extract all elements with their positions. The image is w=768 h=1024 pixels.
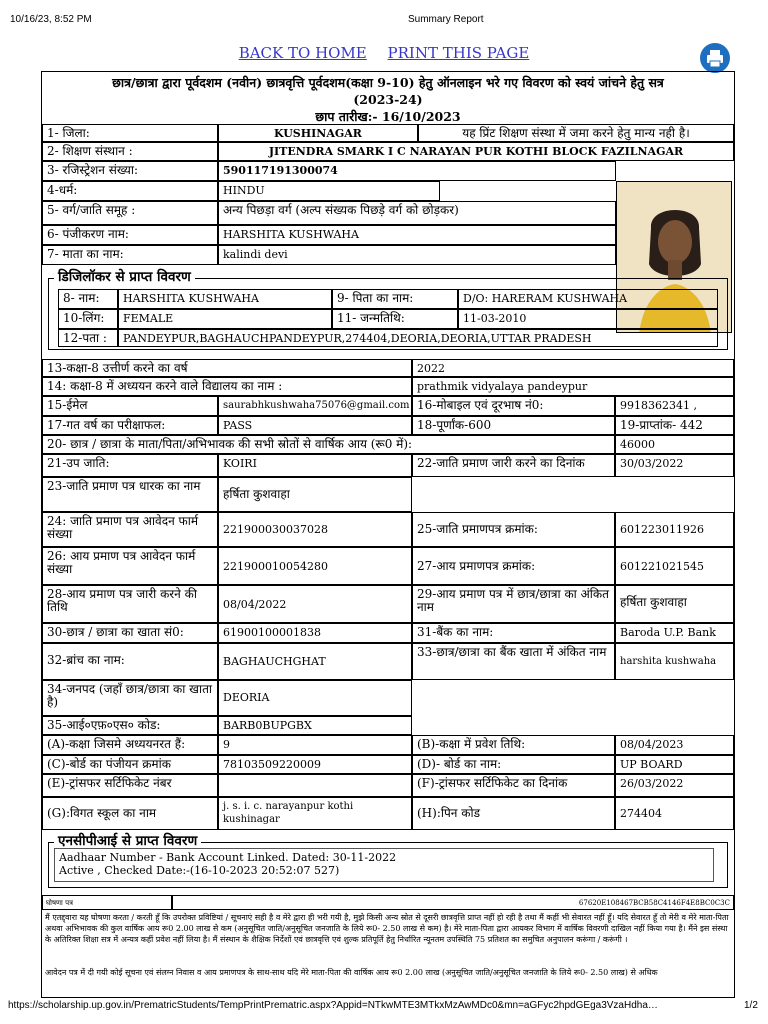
print-date: छाप तारीख:- 16/10/2023 [315, 109, 461, 124]
sub-caste-label: 21-उप जाति: [42, 454, 218, 477]
income-cert-name-value: हर्षिता कुशवाहा [615, 585, 734, 623]
caste-app-no-label: 24: जाति प्रमाण पत्र आवेदन फार्म संख्या [42, 512, 218, 547]
mother-name-label: 7- माता का नाम: [42, 245, 218, 265]
dl-address-label: 12-पता : [58, 329, 118, 347]
dl-father-label: 9- पिता का नाम: [332, 289, 458, 309]
print-button[interactable] [700, 43, 730, 73]
account-no-label: 30-छात्र / छात्रा का खाता सं0: [42, 623, 218, 643]
ifsc-label: 35-आई०एफ़०एस० कोड: [42, 716, 218, 735]
dl-gender-value: FEMALE [118, 309, 332, 329]
digilocker-heading: डिजिलॉकर से प्राप्त विवरण [54, 267, 195, 285]
print-this-page-link[interactable]: PRINT THIS PAGE [387, 44, 530, 62]
report-form [41, 71, 735, 998]
caste-cert-date-label: 22-जाति प्रमाण जारी करने का दिनांक [412, 454, 615, 477]
tc-date-value: 26/03/2022 [615, 774, 734, 797]
income-cert-date-label: 28-आय प्रमाण पत्र जारी करने की तिथि [42, 585, 218, 623]
account-district-value: DEORIA [218, 680, 412, 716]
income-app-no-value: 221900010054280 [218, 547, 412, 585]
title-line-1: छात्र/छात्रा द्वारा पूर्वदशम (नवीन) छात्रवृत्ति पूर्वदशम(कक्षा 9-10) हेतु ऑनलाइन भरे गए विवरण को स्वयं जांचने हेतु सत्र [112, 75, 664, 90]
income-cert-date-value: 08/04/2022 [218, 585, 412, 623]
browser-datetime: 10/16/23, 8:52 PM [10, 14, 92, 25]
district-label: 1- जिला: [42, 124, 218, 142]
dl-name-value: HARSHITA KUSHWAHA [118, 289, 332, 309]
caste-cert-date-value: 30/03/2022 [615, 454, 734, 477]
dl-name-label: 8- नाम: [58, 289, 118, 309]
income-app-no-label: 26: आय प्रमाण पत्र आवेदन फार्म संख्या [42, 547, 218, 585]
last-year-result-value: PASS [218, 416, 412, 435]
email-label: 15-ईमेल [42, 396, 218, 416]
previous-school-value: j. s. i. c. narayanpur kothi kushinagar [218, 797, 412, 830]
declaration-label: घोषणा पत्र [42, 895, 172, 910]
religion-label: 4-धर्म: [42, 181, 218, 201]
account-district-label: 34-जनपद (जहाँ छात्र/छात्रा का खाता है) [42, 680, 218, 716]
branch-value: BAGHAUCHGHAT [218, 643, 412, 680]
institution-label: 2- शिक्षण संस्थान : [42, 142, 218, 161]
board-reg-no-label: (C)-बोर्ड का पंजीयन क्रमांक [42, 755, 218, 774]
annual-income-label: 20- छात्र / छात्रा के माता/पिता/अभिभावक की सभी स्रोतों से वार्षिक आय (रू0 में): [42, 435, 615, 454]
print-validity-note: यह प्रिंट शिक्षण संस्था में जमा करने हेतु मान्य नही है। [418, 124, 734, 142]
bank-name-value: Baroda U.P. Bank [615, 623, 734, 643]
max-marks: 18-पूर्णांक-600 [412, 416, 615, 435]
registered-name-label: 6- पंजीकरण नाम: [42, 225, 218, 245]
institution-value: JITENDRA SMARK I C NARAYAN PUR KOTHI BLOCK FAZILNAGAR [218, 142, 734, 161]
npci-line-1: Aadhaar Number - Bank Account Linked. Dated: 30-11-2022 [59, 851, 397, 864]
declaration-text-1: मैं एतद्द्वारा यह घोषणा करता / करती हूँ कि उपरोक्त प्रविष्टियां / सूचनाएं सही है व मेरे द्वारा ही भरी गयी है, मुझे किसी अन्य स्रोत से दूसरी छात्रवृत्ति प्राप्त नहीं हो रही है तथा मैं कहीं भी सेवारत नहीं हूँ। यदि सेवारत हूँ तो मेरी व मेरे माता-पिता अथवा अभिभावक की कुल वार्षिक आय रू0 2.00 लाख से कम (अनुसूचित जाति/अनुसूचित जनजाति के लिये रू0- 2.50 लाख से कम) है। मेरे माता-पिता द्वारा आयकर विभाग में वार्षिक विवरणी दाखिल नहीं किया गया है। मैंने इस संस्था के अतिरिक्त शिक्षा सत्र में अन्यत्र कहीं प्रवेश नहीं लिया है। मैं संस्थान के शैक्षिक निर्देशों एवं छात्रवृत्ति एवं शुल्क प्रतिपूर्ति हेतु निर्धारित न्यूनतम उपस्थिति 75 प्रतिशत का समुचित अनुपालन करूंगा / करूंगी । [45, 913, 729, 944]
printer-icon [700, 43, 730, 73]
income-cert-no-label: 27-आय प्रमाणपत्र क्रमांक: [412, 547, 615, 585]
report-title [42, 74, 734, 125]
account-holder-name-label: 33-छात्र/छात्रा का बैंक खाता में अंकित नाम [412, 643, 615, 680]
obtained-marks: 19-प्राप्तांक- 442 [615, 416, 734, 435]
tc-date-label: (F)-ट्रांसफर सर्टिफिकेट का दिनांक [412, 774, 615, 797]
dl-father-value: D/O: HARERAM KUSHWAHA [458, 289, 718, 309]
current-class-value: 9 [218, 735, 412, 755]
category-label: 5- वर्ग/जाति समूह : [42, 201, 218, 225]
dl-address-value: PANDEYPUR,BAGHAUCHPANDEYPUR,274404,DEORIA,DEORIA,UTTAR PRADESH [118, 329, 718, 347]
npci-heading: एनसीपीआई से प्राप्त विवरण [54, 831, 201, 849]
browser-url: https://scholarship.up.gov.in/PrematricStudents/TempPrintPrematric.aspx?Appid=NTkwMTE3MTkxMzAwMDc0&mn=aGFyc2hpdGEga3VzaHdha… [8, 1000, 658, 1011]
declaration-text-2: आवेदन पत्र में दी गयी कोई सूचना एवं संलग्न निवास व आय प्रमाणपत्र के साथ-साथ यदि मेरे माता-पिता की वार्षिक आय रू0 2.00 लाख (अनुसूचित जाति/अनुसूचित जनजाति के लिये रू0- 2.50 लाख) से अधिक [45, 968, 658, 977]
branch-label: 32-ब्रांच का नाम: [42, 643, 218, 680]
current-class-label: (A)-कक्षा जिसमे अध्ययनरत हैं: [42, 735, 218, 755]
income-cert-name-label: 29-आय प्रमाण पत्र में छात्र/छात्रा का अंकित नाम [412, 585, 615, 623]
admission-date-label: (B)-कक्षा में प्रवेश तिथि: [412, 735, 615, 755]
category-value: अन्य पिछड़ा वर्ग (अल्प संख्यक पिछड़े वर्ग को छोड़कर) [218, 201, 616, 225]
class8-year-value: 2022 [412, 359, 734, 377]
registered-name-value: HARSHITA KUSHWAHA [218, 225, 616, 245]
board-name-value: UP BOARD [615, 755, 734, 774]
last-year-result-label: 17-गत वर्ष का परीक्षाफल: [42, 416, 218, 435]
browser-page-title: Summary Report [408, 14, 484, 25]
declaration-code: 67620E108467BCB58C4146F4E8BC0C3C [172, 895, 734, 910]
pin-code-label: (H):पिन कोड [412, 797, 615, 830]
caste-cert-holder-label: 23-जाति प्रमाण पत्र धारक का नाम [42, 477, 218, 512]
board-name-label: (D)- बोर्ड का नाम: [412, 755, 615, 774]
caste-cert-no-label: 25-जाति प्रमाणपत्र क्रमांक: [412, 512, 615, 547]
caste-app-no-value: 221900030037028 [218, 512, 412, 547]
sub-caste-value: KOIRI [218, 454, 412, 477]
dl-gender-label: 10-लिंग: [58, 309, 118, 329]
ifsc-value: BARB0BUPGBX [218, 716, 412, 735]
tc-number-value [218, 774, 412, 797]
mother-name-value: kalindi devi [218, 245, 616, 265]
tc-number-label: (E)-ट्रांसफर सर्टिफिकेट नंबर [42, 774, 218, 797]
registration-label: 3- रजिस्ट्रेशन संख्या: [42, 161, 218, 181]
income-cert-no-value: 601221021545 [615, 547, 734, 585]
caste-cert-holder-value: हर्षिता कुशवाहा [218, 477, 412, 512]
district-value: KUSHINAGAR [218, 124, 418, 142]
npci-details [54, 848, 714, 882]
annual-income-value: 46000 [615, 435, 734, 454]
class8-school-label: 14: कक्षा-8 में अध्ययन करने वाले विद्यालय का नाम : [42, 377, 412, 396]
account-no-value: 61900100001838 [218, 623, 412, 643]
mobile-value: 9918362341 , [615, 396, 734, 416]
class8-school-value: prathmik vidyalaya pandeypur [412, 377, 734, 396]
page-number: 1/2 [744, 1000, 758, 1011]
dl-dob-label: 11- जन्मतिथि: [332, 309, 458, 329]
bank-name-label: 31-बैंक का नाम: [412, 623, 615, 643]
board-reg-no-value: 78103509220009 [218, 755, 412, 774]
religion-value: HINDU [218, 181, 440, 201]
registration-value: 590117191300074 [218, 161, 616, 181]
pin-code-value: 274404 [615, 797, 734, 830]
back-to-home-link[interactable]: BACK TO HOME [238, 44, 367, 62]
npci-line-2: Active , Checked Date:-(16-10-2023 20:52:07 527) [59, 864, 340, 877]
dl-dob-value: 11-03-2010 [458, 309, 718, 329]
previous-school-label: (G):विगत स्कूल का नाम [42, 797, 218, 830]
class8-year-label: 13-कक्षा-8 उत्तीर्ण करने का वर्ष [42, 359, 412, 377]
caste-cert-no-value: 601223011926 [615, 512, 734, 547]
account-holder-name-value: harshita kushwaha [615, 643, 734, 680]
title-line-2: (2023-24) [353, 92, 423, 107]
mobile-label: 16-मोबाइल एवं दूरभाष नं0: [412, 396, 615, 416]
nav-links [0, 44, 768, 62]
admission-date-value: 08/04/2023 [615, 735, 734, 755]
email-value: saurabhkushwaha75076@gmail.com [218, 396, 412, 416]
